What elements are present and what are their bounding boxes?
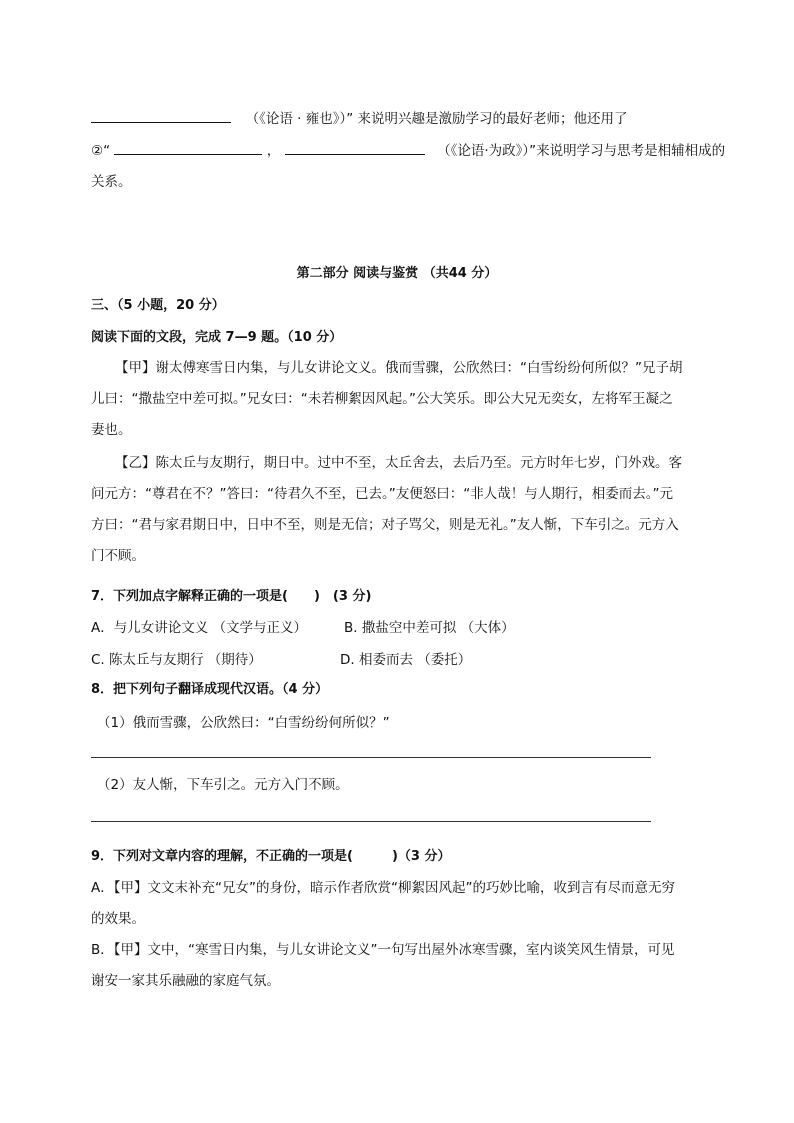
question-7-stem: 7．下列加点字解释正确的一项是( ) (3 分) <box>91 589 372 604</box>
answer-line-1[interactable] <box>91 757 651 758</box>
question-7-option-d: D. 相委而去 （委托） <box>340 652 472 668</box>
passage-jia-line: 【甲】谢太傅寒雪日内集，与儿女讲论文义。俄而雪骤，公欣然曰：“白雪纷纷何所似？”兄子胡 <box>115 360 683 376</box>
question-9-option-b-cont: 谢安一家其乐融融的家庭气氛。 <box>91 973 280 989</box>
fill-in-line-3: 关系。 <box>91 174 132 190</box>
question-7-option-a: A．与儿女讲论文义 （文学与正义） <box>91 620 308 636</box>
passage-yi-line: 方曰：“君与家君期日中，日中不至，则是无信；对子骂父，则是无礼。”友人惭，下车引之。元方入 <box>91 517 679 533</box>
item-number-2: ②“ <box>91 143 111 159</box>
question-9-option-b: B．【甲】文中，“寒雪日内集，与儿女讲论文义”一句写出屋外冰寒雪骤，室内谈笑风生情景，可见 <box>91 942 675 958</box>
passage-yi-line: 问元方：“尊君在不？”答曰：“待君久不至，已去。”友便怒曰：“非人哉！与人期行，相委而去。”元 <box>91 486 673 502</box>
fill-in-line-2 <box>91 140 725 161</box>
answer-blank[interactable] <box>91 108 231 123</box>
question-9-option-a: A．【甲】文文末补充“兄女”的身份，暗示作者欣赏“柳絮因风起”的巧妙比喻，收到言有尽而意无穷 <box>91 880 675 896</box>
question-9-stem: 9．下列对文章内容的理解，不正确的一项是( )（3 分） <box>91 849 451 864</box>
answer-blank[interactable] <box>285 140 425 155</box>
comma: ， <box>266 143 281 159</box>
passage-yi-line: 门不顾。 <box>91 548 145 564</box>
passage-yi-line: 【乙】陈太丘与友期行，期日中。过中不至，太丘舍去，去后乃至。元方时年七岁，门外戏。客 <box>115 455 682 471</box>
passage-jia-line: 儿曰：“撒盐空中差可拟。”兄女曰：“未若柳絮因风起。”公大笑乐。即公大兄无奕女，左将军王凝之 <box>91 391 673 407</box>
question-8-sentence-2: （2）友人惭，下车引之。元方入门不顾。 <box>97 777 349 793</box>
answer-line-2[interactable] <box>91 821 651 822</box>
question-7-option-c: C. 陈太丘与友期行 （期待） <box>91 652 262 668</box>
question-8-stem: 8．把下列句子翻译成现代汉语。（4 分） <box>91 682 329 697</box>
quote-source-yongye: （《论语 · 雍也》）” 来说明兴趣是激励学习的最好老师；他还用了 <box>245 111 628 127</box>
fill-in-line-1 <box>91 108 628 129</box>
part-two-title: 第二部分 阅读与鉴赏 （共44 分） <box>296 266 498 281</box>
reading-instruction: 阅读下面的文段，完成 7—9 题。（10 分） <box>91 330 343 345</box>
passage-jia-line: 妻也。 <box>91 422 132 438</box>
question-8-sentence-1: （1）俄而雪骤，公欣然曰：“白雪纷纷何所似？” <box>97 715 390 731</box>
question-9-option-a-cont: 的效果。 <box>91 911 145 927</box>
quote-source-weizheng: （《论语·为政》）”来说明学习与思考是相辅相成的 <box>437 143 726 159</box>
section-heading: 三、（5 小题，20 分） <box>91 298 225 313</box>
answer-blank[interactable] <box>114 140 262 155</box>
question-7-option-b: B. 撒盐空中差可拟 （大体） <box>344 620 515 636</box>
